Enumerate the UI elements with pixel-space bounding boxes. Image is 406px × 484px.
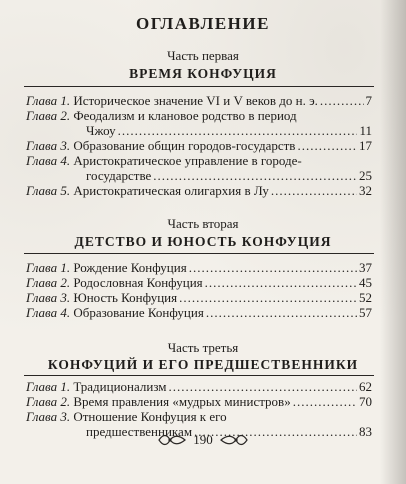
dot-leader — [293, 395, 357, 410]
chapter-title: Рождение Конфуция — [73, 260, 187, 275]
dot-leader — [189, 261, 357, 276]
page-ref: 70 — [359, 394, 372, 409]
chapter-title: Феодализм и клановое родство в период — [73, 108, 297, 123]
chapter-title: Аристократическое управление в городе- — [73, 153, 302, 168]
chapter-title: Историческое значение VI и V веков до н. э. — [73, 93, 318, 108]
page-ref: 7 — [365, 93, 372, 108]
dot-leader — [179, 291, 357, 306]
chapter-title-cont: предшественникам — [86, 423, 193, 439]
page-ref: 83 — [359, 423, 372, 439]
toc-entry[interactable] — [26, 184, 372, 199]
dot-leader — [271, 184, 357, 199]
part-2-divider — [24, 253, 374, 254]
chapter-label: Глава 2. — [26, 275, 71, 290]
dot-leader — [153, 169, 357, 184]
chapter-label: Глава 1. — [26, 379, 71, 394]
toc-entry[interactable] — [26, 306, 372, 321]
left-ornament-icon — [157, 433, 187, 447]
chapter-title: Образование Конфуция — [73, 305, 204, 320]
part-1-title: ВРЕМЯ КОНФУЦИЯ — [129, 66, 277, 81]
part-1-divider — [24, 86, 374, 87]
toc-entry[interactable] — [26, 154, 372, 183]
part-2-name: Часть вторая — [167, 216, 239, 231]
part-1-name: Часть первая — [167, 48, 239, 63]
chapter-label: Глава 3. — [26, 290, 71, 305]
page-ref: 37 — [359, 260, 372, 275]
part-3-name: Часть третья — [167, 340, 239, 355]
chapter-title: Время правления «мудрых министров» — [73, 394, 291, 409]
part-2-title: ДЕТСТВО И ЮНОСТЬ КОНФУЦИЯ — [74, 234, 332, 249]
page-ref: 17 — [359, 138, 372, 153]
chapter-title-cont: государстве — [86, 167, 152, 183]
chapter-title-cont: Чжоу — [86, 122, 116, 138]
page-ref: 45 — [359, 275, 372, 290]
chapter-label: Глава 3. — [26, 138, 71, 153]
chapter-label: Глава 3. — [26, 409, 71, 424]
page-title: ОГЛАВЛЕНИЕ — [136, 14, 270, 33]
page-ref: 11 — [359, 122, 372, 138]
page-ref: 57 — [359, 305, 372, 320]
part-3-divider — [24, 375, 374, 376]
dot-leader — [206, 306, 357, 321]
part-3-title: КОНФУЦИЙ И ЕГО ПРЕДШЕСТВЕННИКИ — [47, 357, 359, 372]
chapter-label: Глава 5. — [26, 183, 71, 198]
toc-entry[interactable] — [26, 380, 372, 395]
page-ref: 25 — [359, 167, 372, 183]
page-ref: 32 — [359, 183, 372, 198]
chapter-title: Родословная Конфуция — [73, 275, 203, 290]
toc-entry[interactable] — [26, 109, 372, 138]
chapter-label: Глава 2. — [26, 108, 71, 123]
chapter-title: Аристократическая олигархия в Лу — [73, 183, 269, 198]
dot-leader — [205, 276, 357, 291]
page-ref: 62 — [359, 379, 372, 394]
toc-entry[interactable] — [26, 276, 372, 291]
page-footer — [0, 432, 406, 448]
chapter-label: Глава 4. — [26, 305, 71, 320]
chapter-label: Глава 4. — [26, 153, 71, 168]
dot-leader — [169, 380, 357, 395]
chapter-label: Глава 1. — [26, 260, 71, 275]
chapter-title: Юность Конфуция — [73, 290, 178, 305]
dot-leader — [118, 124, 358, 139]
toc-entry[interactable] — [26, 139, 372, 154]
chapter-label: Глава 1. — [26, 93, 71, 108]
page-number: 190 — [193, 432, 213, 447]
toc-entry[interactable] — [26, 261, 372, 276]
dot-leader — [297, 139, 357, 154]
chapter-label: Глава 2. — [26, 394, 71, 409]
right-ornament-icon — [219, 433, 249, 447]
chapter-title: Образование общин городов-государств — [73, 138, 296, 153]
dot-leader — [320, 94, 364, 109]
chapter-title: Традиционализм — [73, 379, 167, 394]
chapter-title: Отношение Конфуция к его — [73, 409, 227, 424]
page-ref: 52 — [359, 290, 372, 305]
toc-entry[interactable] — [26, 395, 372, 410]
toc-entry[interactable] — [26, 94, 372, 109]
toc-entry[interactable] — [26, 291, 372, 306]
